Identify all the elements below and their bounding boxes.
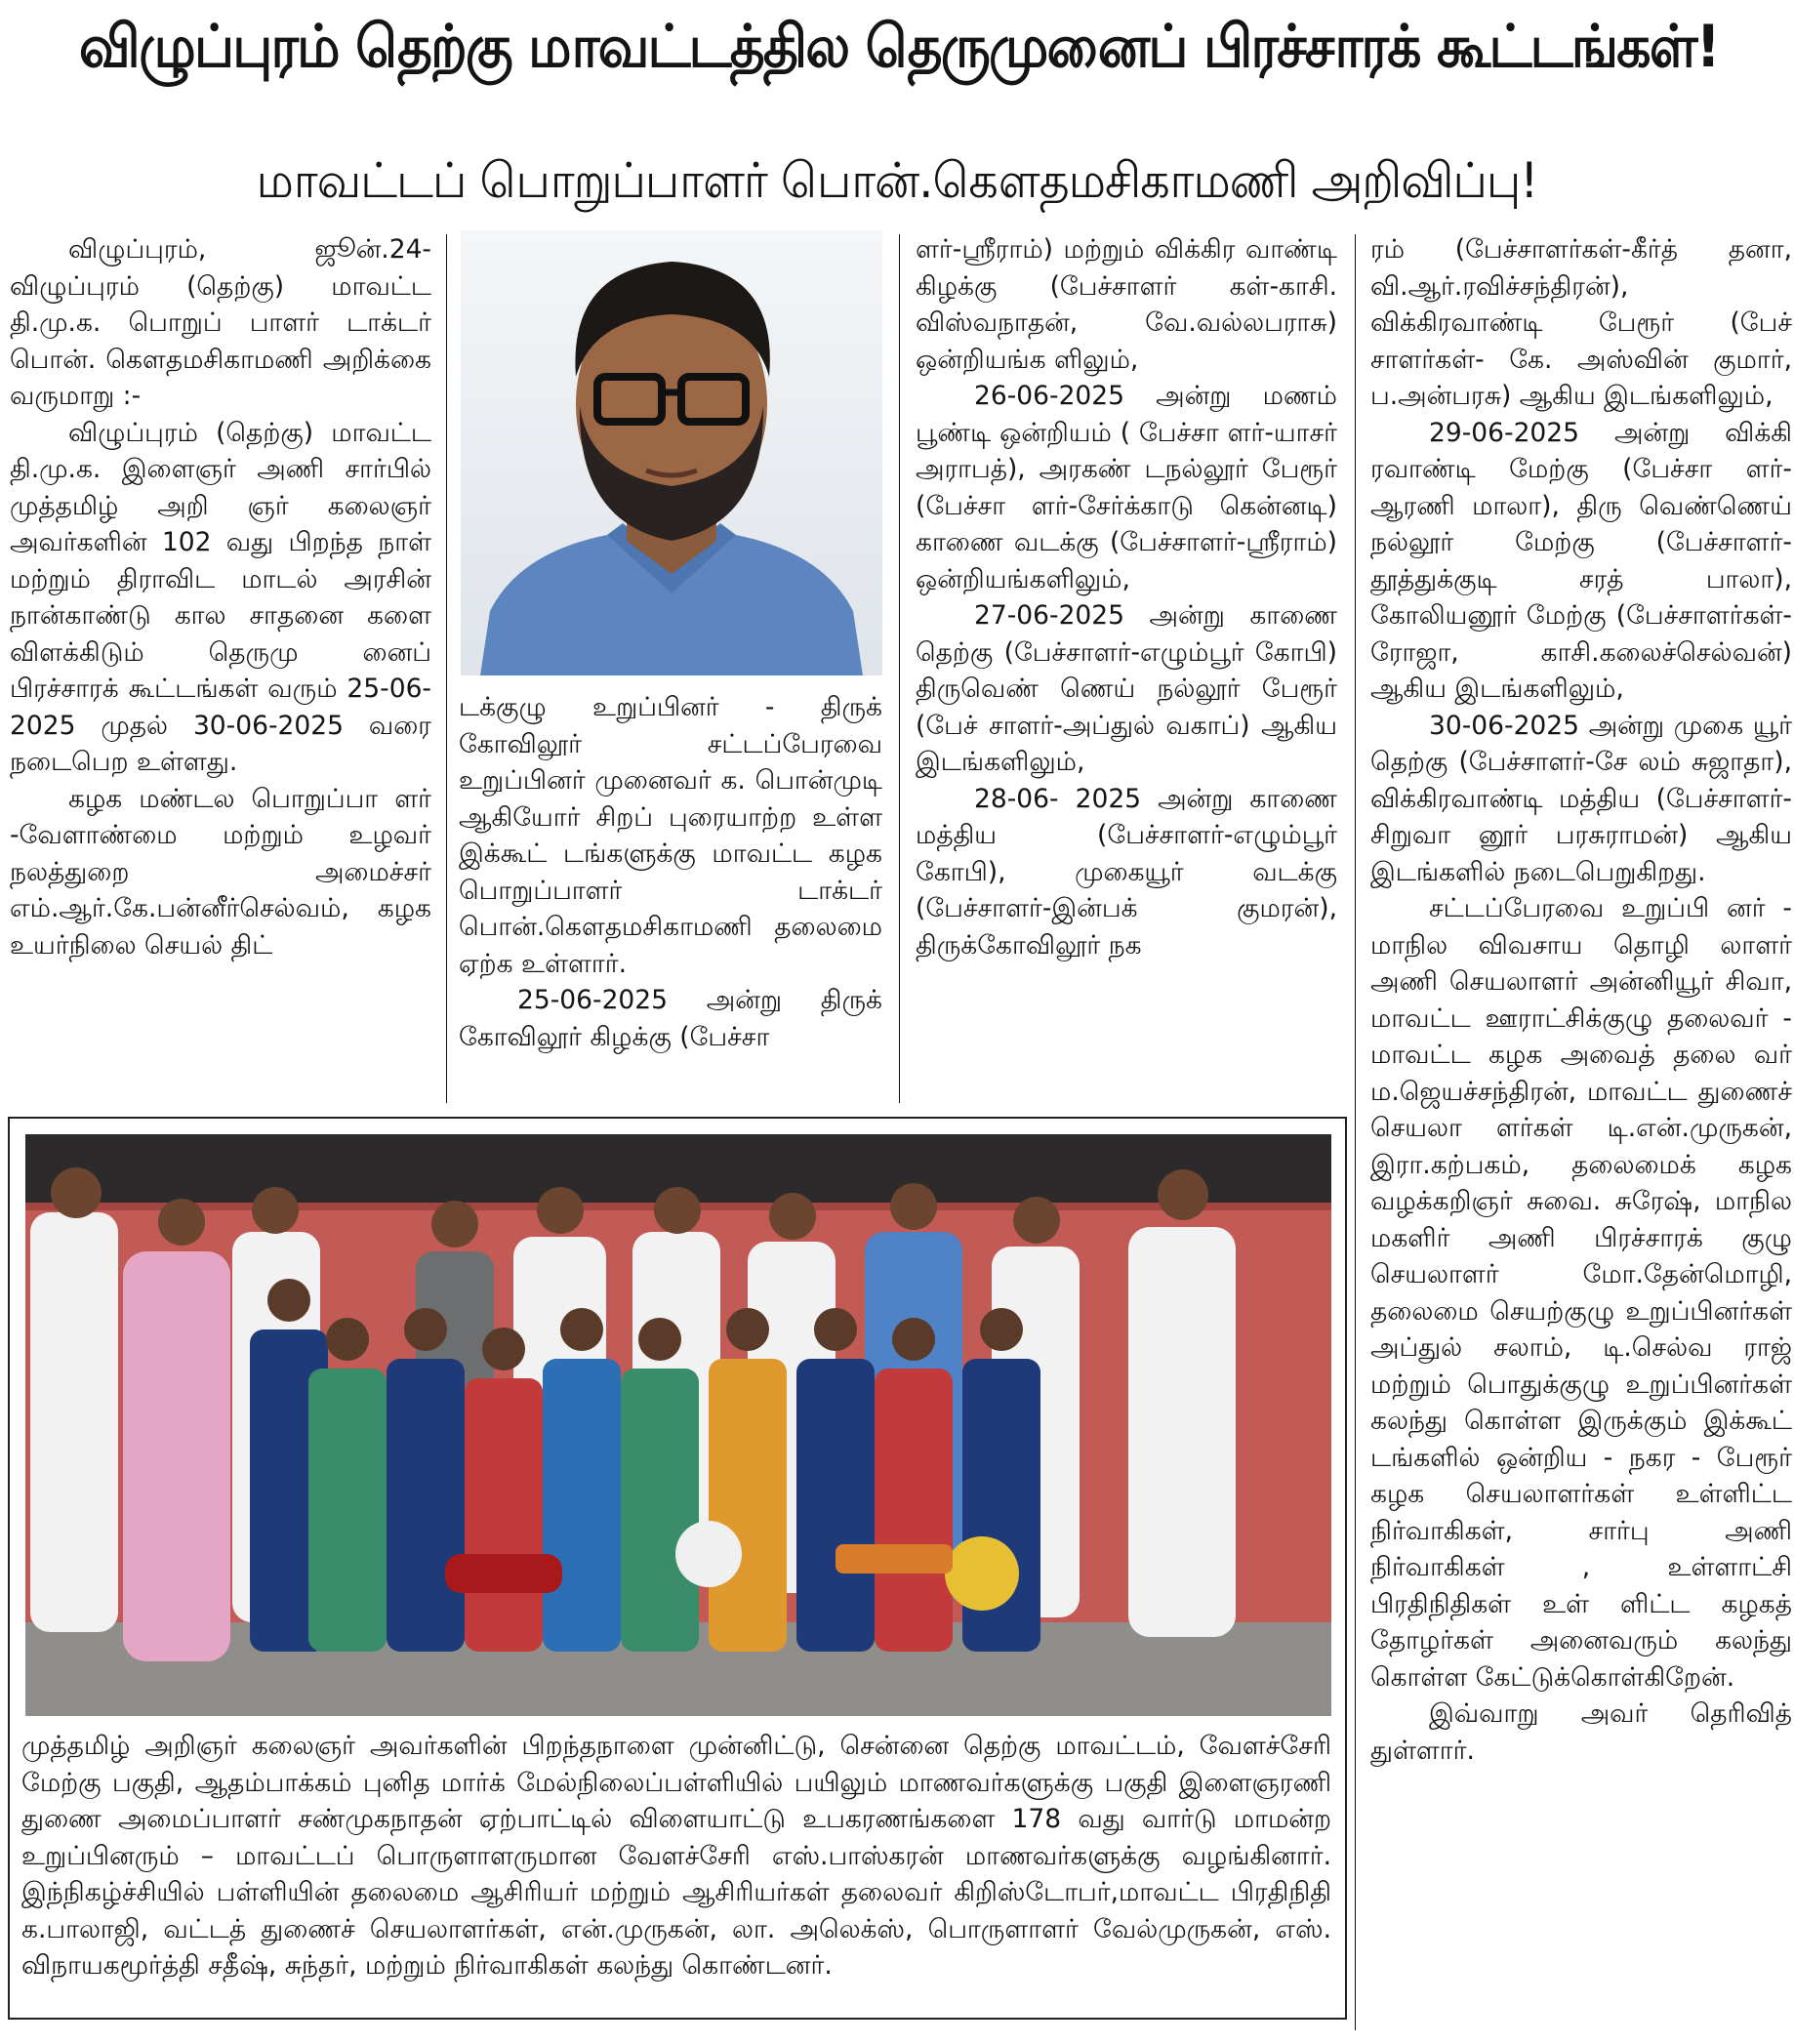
article-column-3 [916,231,1337,1105]
article-column-4 [1370,231,1792,2037]
paragraph: 29-06-2025 அன்று விக்கி ரவாண்டி மேற்கு (பேச்சா ளர்-ஆரணி மாலா), திரு வெண்ணெய் நல்லூர் மேற்கு (பேச்சாளர்-தூத்துக்குடி சரத் பாலா), கோலியனூர் மேற்கு (பேச்சாளர்கள்-ரோஜா, காசி.கலைச்செல்வன்) ஆகிய இடங்களிலும், [1370,417,1792,704]
paragraph: இவ்வாறு அவர் தெரிவித் துள்ளார். [1370,1698,1792,1766]
paragraph: டக்குழு உறுப்பினர் - திருக் கோவிலூர் சட்டப்பேரவை உறுப்பினர் முனைவர் க. பொன்முடி ஆகியோர் சிறப் புரையாற்ற உள்ள இக்கூட் டங்களுக்கு மாவட்ட கழக பொறுப்பாளர் டாக்டர் பொன்.கௌதமசிகாமணி தலைமை ஏற்க உள்ளார். [459,692,882,979]
paragraph: 28-06- 2025 அன்று காணை மத்திய (பேச்சாளர்-எழும்பூர் கோபி), முகையூர் வடக்கு (பேச்சாளர்-இன்பக் குமரன்), திருக்கோவிலூர் நக [916,783,1337,961]
paragraph: 30-06-2025 அன்று முகை யூர் தெற்கு (பேச்சாளர்-சே லம் சுஜாதா), விக்கிரவாண்டி மத்திய (பேச்சாளர்-சிறுவா னூர் பரசுராமன்) ஆகிய இடங்களில் நடைபெறுகிறது. [1370,710,1792,887]
paragraph: ரம் (பேச்சாளர்கள்-கீர்த் தனா, வி.ஆர்.ரவிச்சந்திரன்), விக்கிரவாண்டி பேரூர் (பேச் சாளர்கள்- கே. அஸ்வின் குமார், ப.அன்பரசு) ஆகிய இடங்களிலும், [1370,234,1792,411]
article-column-2 [459,689,882,1105]
paragraph: 26-06-2025 அன்று மணம் பூண்டி ஒன்றியம் ( பேச்சா ளர்-யாசர் அராபத்), அரகண் டநல்லூர் பேரூர் (பேச்சா ளர்-சேர்க்காடு கென்னடி) காணை வடக்கு (பேச்சாளர்-ஸ்ரீராம்) ஒன்றியங்களிலும், [916,381,1337,594]
headline: விழுப்புரம் தெற்கு மாவட்டத்தில தெருமுனைப் பிரச்சாரக் கூட்டங்கள்! [78,13,1720,81]
paragraph: சட்டப்பேரவை உறுப்பி னர் - மாநில விவசாய தொழி லாளர் அணி செயலாளர் அன்னியூர் சிவா, மாவட்ட ஊராட்சிக்குழு தலைவர் - மாவட்ட கழக அவைத் தலை வர் ம.ஜெயச்சந்திரன், மாவட்ட துணைச் செயலா ளர்கள் டி.என்.முருகன், இரா.கற்பகம், தலைமைக் கழக வழக்கறிஞர் சுவை. சுரேஷ், மாநில மகளிர் அணி பிரச்சாரக் குழு செயலாளர் மோ.தேன்மொழி, தலைமை செயற்குழு உறுப்பினர்கள் அப்துல் சலாம், டி.செல்வ ராஜ் மற்றும் பொதுக்குழு உறுப்பினர்கள் கலந்து கொள்ள இருக்கும் இக்கூட் டங்களில் ஒன்றிய - நகர - பேரூர் கழக செயலாளர்கள் உள்ளிட்ட நிர்வாகிகள், சார்பு அணி நிர்வாகிகள் , உள்ளாட்சி பிரதிநிதிகள் உள் ளிட்ட கழகத் தோழர்கள் அனைவரும் கலந்து கொள்ள கேட்டுக்கொள்கிறேன். [1370,893,1792,1693]
article-column-1 [10,231,431,1105]
portrait-photo [461,230,882,675]
paragraph: விழுப்புரம் (தெற்கு) மாவட்ட தி.மு.க. இளைஞர் அணி சார்பில் முத்தமிழ் அறி ஞர் கலைஞர் அவர்களின் 102 வது பிறந்த நாள் மற்றும் திராவிட மாடல் அரசின் நான்காண்டு கால சாதனை களை விளக்கிடும் தெருமு னைப் பிரச்சாரக் கூட்டங்கள் வரும் 25-06-2025 முதல் 30-06-2025 வரை நடைபெற உள்ளது. [10,417,431,777]
subheadline: மாவட்டப் பொறுப்பாளர் பொன்.கௌதமசிகாமணி அறிவிப்பு! [256,152,1538,209]
paragraph: விழுப்புரம், ஜூன்.24- விழுப்புரம் (தெற்கு) மாவட்ட தி.மு.க. பொறுப் பாளர் டாக்டர் பொன். கௌதமசிகாமணி அறிக்கை வருமாறு :- [10,234,431,411]
column-divider [1355,234,1356,2030]
column-divider [899,234,900,1103]
paragraph: ளர்-ஸ்ரீராம்) மற்றும் விக்கிர வாண்டி கிழக்கு (பேச்சாளர் கள்-காசி. விஸ்வநாதன், வே.வல்லபராசு) ஒன்றியங்க ளிலும், [916,234,1337,375]
paragraph: 27-06-2025 அன்று காணை தெற்கு (பேச்சாளர்-எழும்பூர் கோபி) திருவெண் ணெய் நல்லூர் பேரூர் (பேச் சாளர்-அப்துல் வகாப்) ஆகிய இடங்களிலும், [916,600,1337,777]
paragraph: 25-06-2025 அன்று திருக் கோவிலூர் கிழக்கு (பேச்சா [459,985,882,1052]
paragraph: கழக மண்டல பொறுப்பா ளர் -வேளாண்மை மற்றும் உழவர் நலத்துறை அமைச்சர் எம்.ஆர்.கே.பன்னீர்செல்வம், கழக உயர்நிலை செயல் திட் [10,783,431,961]
column-divider [446,234,447,1103]
photo-caption: முத்தமிழ் அறிஞர் கலைஞர் அவர்களின் பிறந்தநாளை முன்னிட்டு, சென்னை தெற்கு மாவட்டம், வேளச்சேரி மேற்கு பகுதி, ஆதம்பாக்கம் புனித மார்க் மேல்நிலைப்பள்ளியில் பயிலும் மாணவர்களுக்கு பகுதி இளைஞரணி துணை அமைப்பாளர் சண்முகநாதன் ஏற்பாட்டில் விளையாட்டு உபகரணங்களை 178 வது வார்டு மாமன்ற உறுப்பினரும் – மாவட்டப் பொருளாளருமான வேளச்சேரி எஸ்.பாஸ்கரன் மாணவர்களுக்கு வழங்கினார். இந்நிகழ்ச்சியில் பள்ளியின் தலைமை ஆசிரியர் மற்றும் ஆசிரியர்கள் தலைவர் கிறிஸ்டோபர்,மாவட்ட பிரதிநிதி க.பாலாஜி, வட்டத் துணைச் செயலாளர்கள், என்.முருகன், லா. அலெக்ஸ், பொருளாளர் வேல்முருகன், எஸ். விநாயகமூர்த்தி சதீஷ், சுந்தர், மற்றும் நிர்வாகிகள் கலந்து கொண்டனர். [21,1731,1331,1981]
group-photo [25,1134,1331,1716]
